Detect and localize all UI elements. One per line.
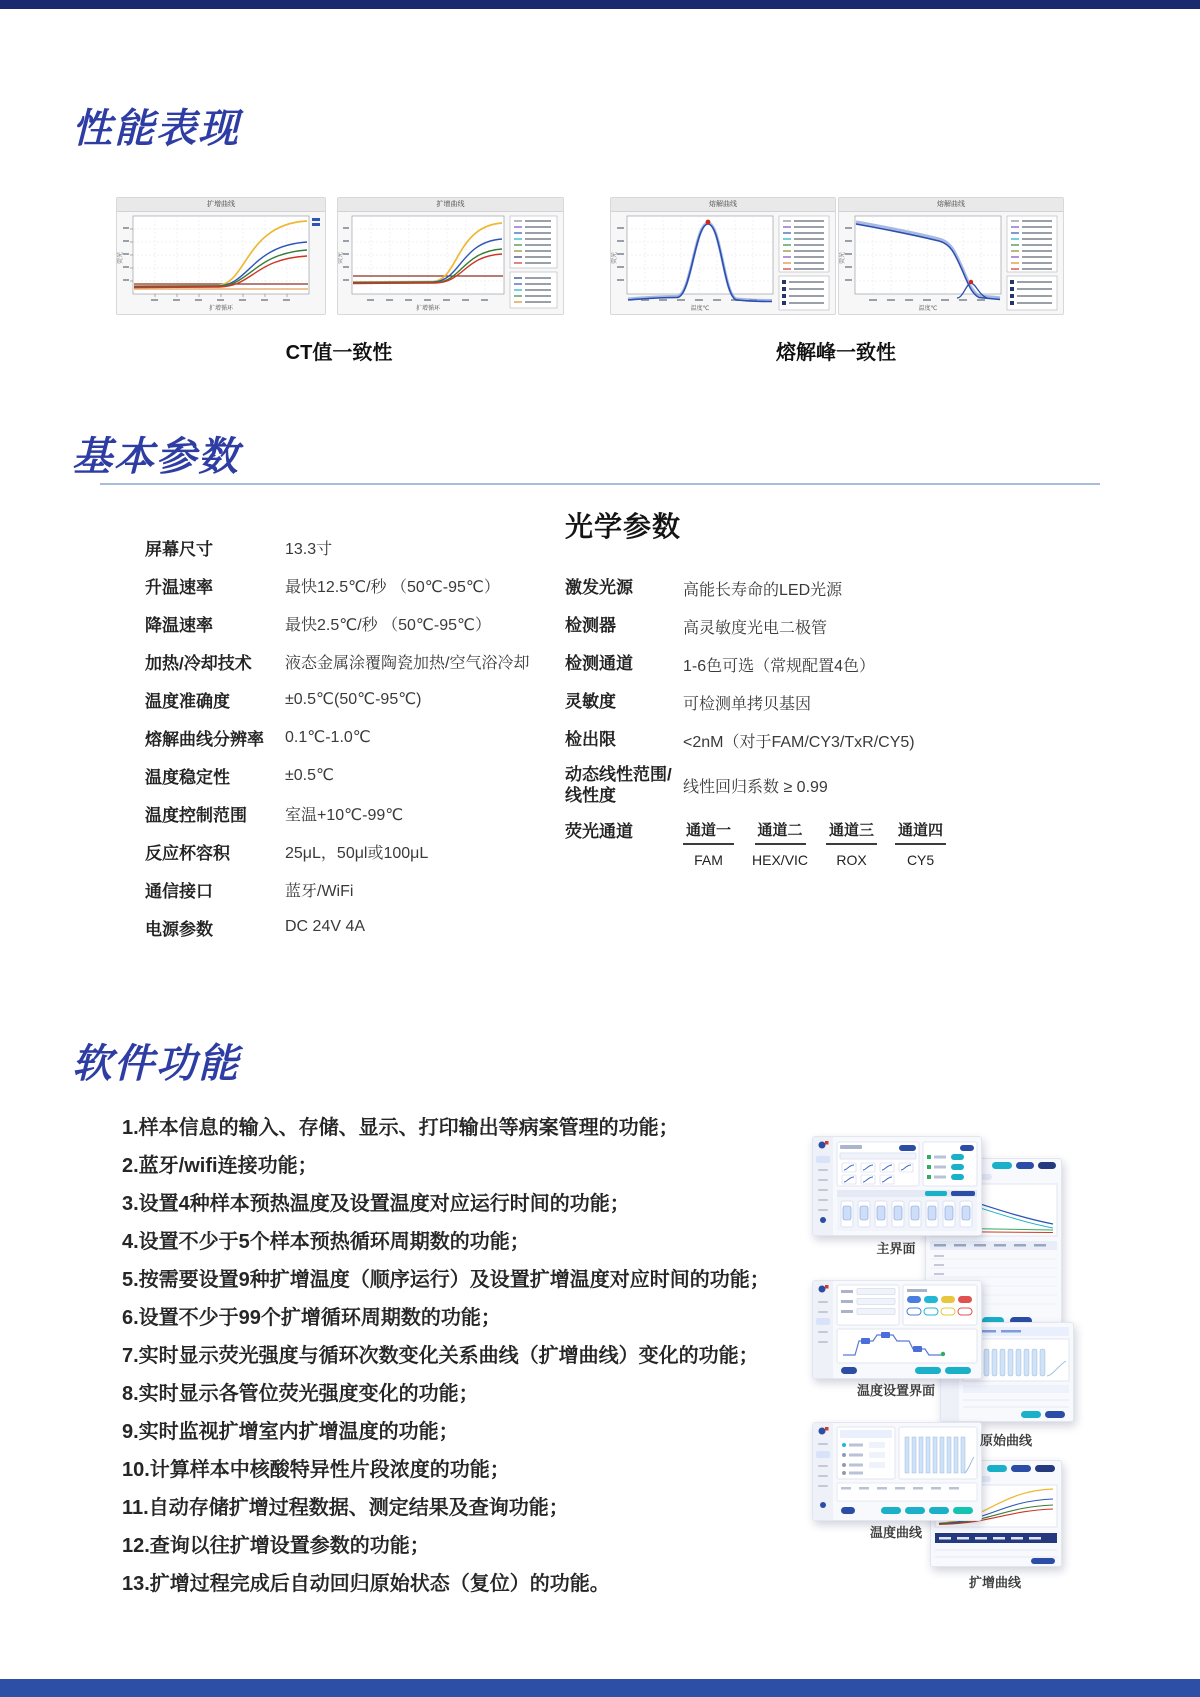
param-label: 灵敏度 <box>565 692 616 712</box>
amplification-chart-2 <box>337 197 564 315</box>
chart-title: 熔解曲线 <box>839 198 1063 212</box>
mini-ui <box>813 1137 981 1235</box>
param-row <box>565 569 1035 607</box>
screenshot-temp-setting <box>812 1280 982 1379</box>
param-value: 可检测单拷贝基因 <box>683 695 812 713</box>
thumbnail-label-temp-setting: 温度设置界面 <box>856 1383 935 1398</box>
channel-column <box>752 819 808 868</box>
top-accent-bar <box>0 0 1200 9</box>
y-axis-label: 荧光 <box>338 251 344 265</box>
channel-column <box>826 819 877 868</box>
param-label: 温度准确度 <box>145 691 230 711</box>
param-label: 加热/冷却技术 <box>145 653 252 673</box>
param-label: 熔解曲线分辨率 <box>145 729 264 749</box>
param-value: 0.1℃-1.0℃ <box>285 729 371 746</box>
param-label: 检测通道 <box>565 654 633 674</box>
param-row <box>565 607 1035 645</box>
legend-box <box>779 216 829 310</box>
param-row <box>145 680 553 718</box>
chart-title: 扩增曲线 <box>338 198 563 212</box>
fluorescence-channels <box>565 819 1035 868</box>
amplification-chart-1 <box>116 197 326 315</box>
melt-peak-plot <box>611 212 833 314</box>
thumbnail-label-amp-curve: 扩增曲线 <box>968 1575 1021 1590</box>
param-label: 反应杯容积 <box>145 843 230 863</box>
param-label: 通信接口 <box>145 881 213 901</box>
feature-item: 7.实时显示荧光强度与循环次数变化关系曲线（扩增曲线）变化的功能； <box>122 1345 759 1367</box>
param-value: 蓝牙/WiFi <box>285 882 354 900</box>
param-row <box>565 721 1035 759</box>
param-label: 升温速率 <box>145 577 213 597</box>
param-label: 激发光源 <box>565 578 633 598</box>
legend-box <box>510 216 557 308</box>
param-value: 液态金属涂覆陶瓷加热/空气浴冷却 <box>285 654 530 672</box>
x-axis-label: 扩增循环 <box>415 306 441 312</box>
param-row <box>145 604 553 642</box>
param-value: 1-6色可选（常规配置4色） <box>683 657 876 675</box>
param-label: 检测器 <box>565 616 616 636</box>
peak-marker <box>969 280 973 284</box>
melt-curve-plot <box>839 212 1061 314</box>
feature-item: 1.样本信息的输入、存储、显示、打印输出等病案管理的功能； <box>122 1117 679 1139</box>
legend-box <box>1007 216 1057 310</box>
feature-item: 3.设置4种样本预热温度及设置温度对应运行时间的功能； <box>122 1193 630 1215</box>
thumbnail-label-main: 主界面 <box>876 1241 916 1256</box>
amplification-curve-plot <box>117 212 323 314</box>
param-row <box>145 642 553 680</box>
feature-item: 6.设置不少于99个扩增循环周期数的功能； <box>122 1307 501 1329</box>
chart-title: 扩增曲线 <box>117 198 325 212</box>
feature-item: 9.实时监视扩增室内扩增温度的功能； <box>122 1421 459 1443</box>
bottom-accent-bar <box>0 1679 1200 1697</box>
basic-params-table <box>145 528 553 946</box>
param-row <box>565 759 1035 811</box>
amplification-curve-plot <box>338 212 561 314</box>
param-label: 动态线性范围/线性度 <box>565 764 672 805</box>
param-value: 最快12.5℃/秒 （50℃-95℃） <box>285 578 500 596</box>
param-value: DC 24V 4A <box>285 918 366 935</box>
melt-curve-chart <box>838 197 1064 315</box>
param-row <box>145 756 553 794</box>
channel-dye: FAM <box>694 852 723 868</box>
feature-item: 13.扩增过程完成后自动回归原始状态（复位）的功能。 <box>122 1573 610 1595</box>
param-row <box>145 566 553 604</box>
feature-item: 12.查询以往扩增设置参数的功能； <box>122 1535 430 1557</box>
param-value: <2nM（对于FAM/CY3/TxR/CY5) <box>683 733 915 751</box>
param-row <box>145 718 553 756</box>
param-value: ±0.5℃(50℃-95℃) <box>285 691 422 708</box>
chart-title: 熔解曲线 <box>611 198 835 212</box>
peak-marker <box>706 220 711 225</box>
thumbnail-label-temp-curve: 温度曲线 <box>869 1525 922 1540</box>
channel-column <box>683 819 734 868</box>
caption-ct-consistency: CT值一致性 <box>285 342 393 364</box>
param-value: 高能长寿命的LED光源 <box>683 581 843 599</box>
x-axis-label: 温度℃ <box>918 306 938 312</box>
param-label: 温度控制范围 <box>145 805 247 825</box>
optical-heading: 光学参数 <box>565 511 682 542</box>
software-feature-list <box>122 1109 802 1603</box>
section-heading-basic-params: 基本参数 <box>72 435 240 479</box>
x-axis-label: 扩增循环 <box>208 306 234 312</box>
feature-item: 11.自动存储扩增过程数据、测定结果及查询功能； <box>122 1497 569 1519</box>
feature-item: 4.设置不少于5个样本预热循环周期数的功能； <box>122 1231 530 1253</box>
param-row <box>145 908 553 946</box>
param-label: 降温速率 <box>145 615 213 635</box>
param-label: 温度稳定性 <box>145 767 230 787</box>
param-row <box>145 870 553 908</box>
y-axis-label: 荧光 <box>118 251 124 265</box>
section-divider <box>100 483 1100 485</box>
screenshot-main-interface <box>812 1136 982 1236</box>
mini-ui <box>813 1281 981 1378</box>
param-value: 13.3寸 <box>285 540 333 558</box>
channel-name: 通道二 <box>755 819 806 845</box>
param-row <box>145 528 553 566</box>
param-value: 25μL，50μl或100μL <box>285 844 429 862</box>
param-value: 室温+10℃-99℃ <box>285 806 404 824</box>
y-axis-label: 荧光 <box>612 251 618 265</box>
optical-params <box>565 505 1035 868</box>
x-axis-label: 温度℃ <box>690 306 710 312</box>
feature-item: 2.蓝牙/wifi连接功能； <box>122 1155 318 1177</box>
caption-melt-consistency: 熔解峰一致性 <box>776 342 896 364</box>
param-value: 最快2.5℃/秒 （50℃-95℃） <box>285 616 491 634</box>
feature-item: 8.实时显示各管位荧光强度变化的功能； <box>122 1383 479 1405</box>
param-label: 荧光通道 <box>565 822 633 841</box>
channel-dye: ROX <box>836 852 867 868</box>
param-row <box>565 683 1035 721</box>
feature-item: 5.按需要设置9种扩增温度（顺序运行）及设置扩增温度对应时间的功能； <box>122 1269 770 1291</box>
melt-peak-chart <box>610 197 836 315</box>
section-heading-software: 软件功能 <box>72 1042 240 1086</box>
param-row <box>565 645 1035 683</box>
param-label: 屏幕尺寸 <box>145 539 213 559</box>
param-value: ±0.5℃ <box>285 767 334 784</box>
section-heading-performance: 性能表现 <box>72 107 240 151</box>
param-value: 线性回归系数 ≥ 0.99 <box>683 778 828 796</box>
param-label: 检出限 <box>565 730 616 750</box>
param-label: 电源参数 <box>145 919 213 939</box>
channel-name: 通道一 <box>683 819 734 845</box>
channel-column <box>895 819 946 868</box>
thumbnail-label-raw-curve: 原始曲线 <box>979 1433 1032 1448</box>
param-row <box>145 794 553 832</box>
channel-dye: CY5 <box>906 852 935 868</box>
param-row <box>145 832 553 870</box>
param-value: 高灵敏度光电二极管 <box>683 619 828 637</box>
channel-name: 通道三 <box>826 819 877 845</box>
feature-item: 10.计算样本中核酸特异性片段浓度的功能； <box>122 1459 510 1481</box>
channel-dye: HEX/VIC <box>752 852 809 868</box>
channel-name: 通道四 <box>895 819 946 845</box>
y-axis-label: 荧光 <box>840 251 846 265</box>
